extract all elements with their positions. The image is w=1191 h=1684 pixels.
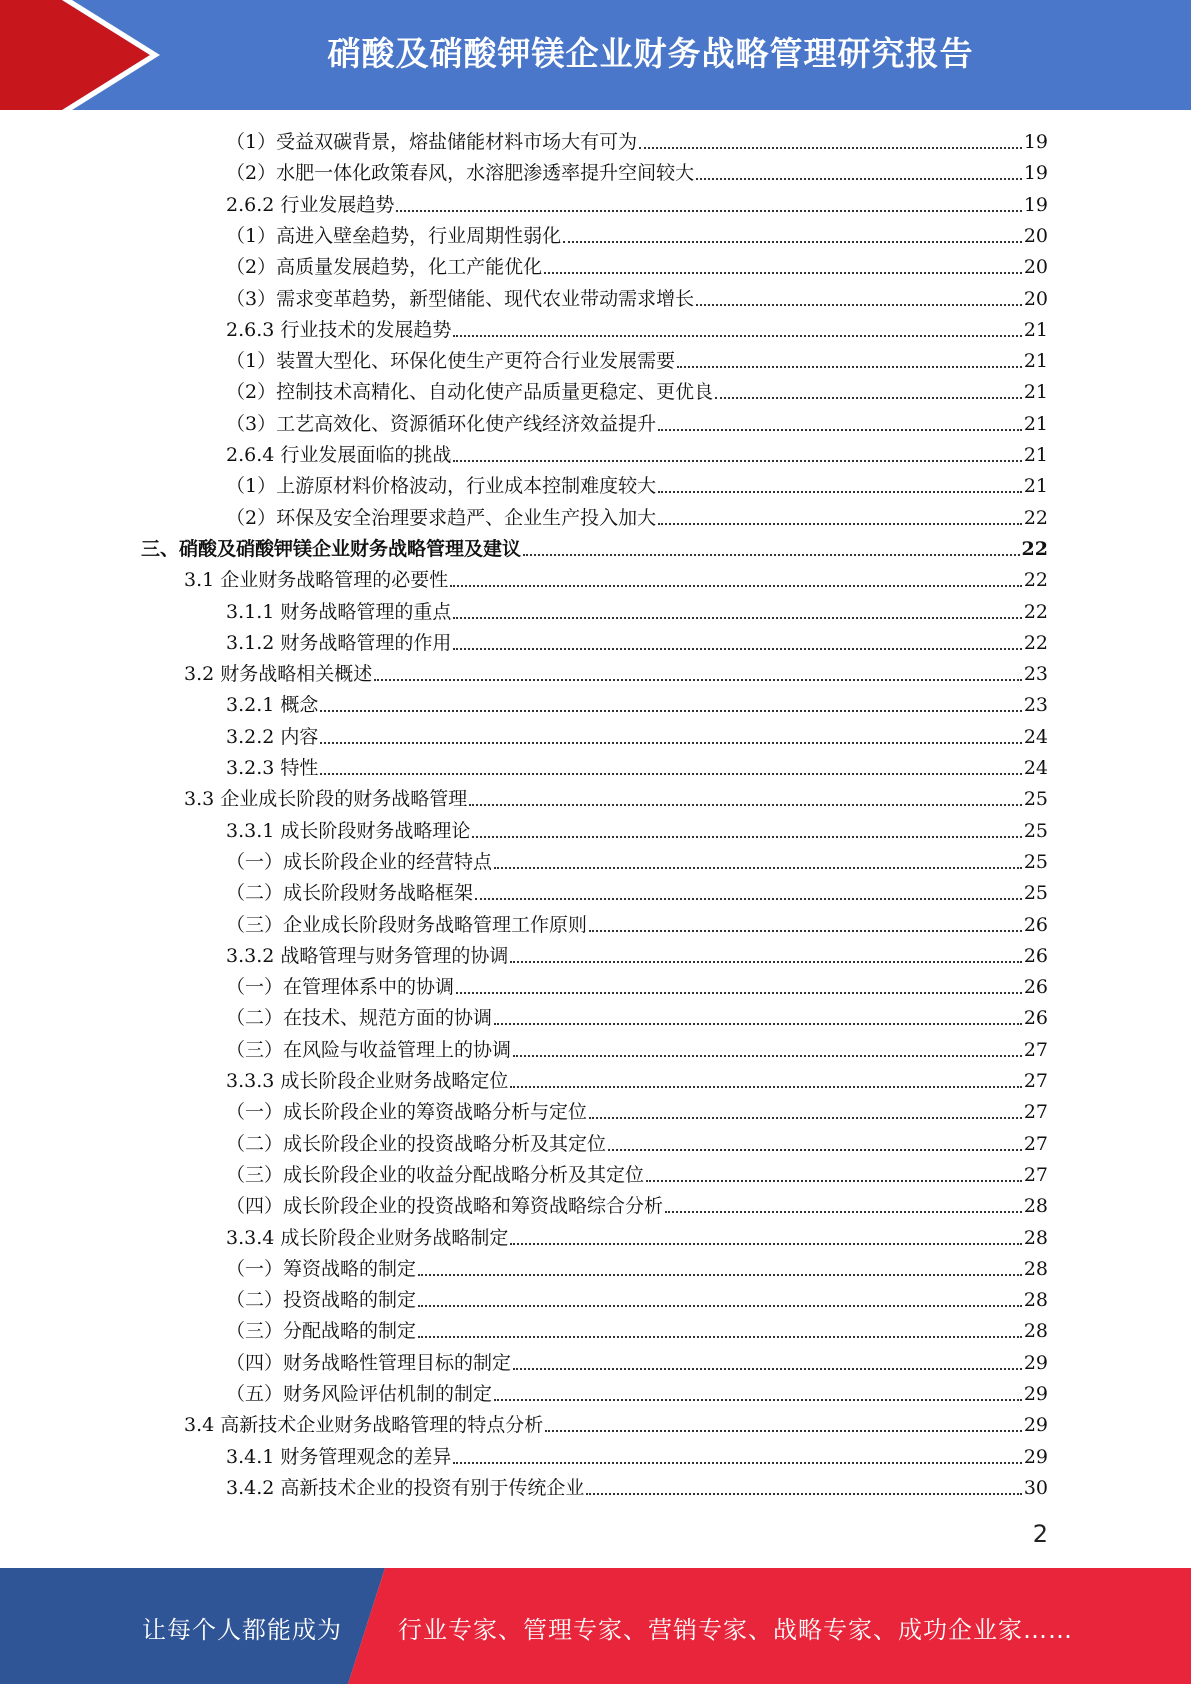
toc-dot-leader <box>510 960 1021 963</box>
toc-entry-title: 3.3.1 成长阶段财务战略理论 <box>226 819 471 842</box>
toc-entry-title: （四）财务战略性管理目标的制定 <box>226 1351 512 1374</box>
toc-dot-leader <box>475 897 1022 900</box>
toc-dot-leader <box>513 1367 1022 1370</box>
toc-entry-title: （2）控制技术高精化、自动化使产品质量更稳定、更优良 <box>226 381 714 404</box>
toc-entry-page: 21 <box>1023 318 1048 341</box>
toc-entry[interactable] <box>226 190 1048 221</box>
toc-dot-leader <box>677 365 1022 368</box>
toc-entry[interactable] <box>226 1066 1048 1097</box>
toc-entry[interactable] <box>226 377 1048 408</box>
toc-dot-leader <box>453 1461 1021 1464</box>
toc-entry-title: 3.4.2 高新技术企业的投资有别于传统企业 <box>226 1476 585 1499</box>
toc-entry-title: 2.6.4 行业发展面临的挑战 <box>226 444 452 466</box>
page-number: 2 <box>1032 1520 1048 1548</box>
toc-dot-leader <box>586 1492 1021 1495</box>
toc-entry-page: 27 <box>1023 1038 1048 1061</box>
toc-dot-leader <box>456 991 1022 994</box>
toc-entry-page: 21 <box>1023 350 1048 373</box>
toc-entry-page: 22 <box>1023 506 1048 529</box>
toc-entry-title: 3.3.2 战略管理与财务管理的协调 <box>226 944 509 967</box>
toc-entry[interactable] <box>226 1254 1048 1285</box>
toc-entry-title: 3.1.1 财务战略管理的重点 <box>226 600 452 623</box>
footer-band <box>0 1568 1191 1684</box>
footer-slogan-left: 让每个人都能成为 <box>142 1616 342 1644</box>
toc-dot-leader <box>589 1116 1022 1119</box>
toc-dot-leader <box>453 459 1021 462</box>
toc-entry-page: 19 <box>1023 162 1048 185</box>
toc-dot-leader <box>494 1398 1022 1401</box>
toc-dot-leader <box>418 1335 1022 1338</box>
toc-entry-page: 22 <box>1023 569 1048 592</box>
toc-entry[interactable] <box>226 597 1048 628</box>
toc-entry-page: 19 <box>1023 131 1048 153</box>
toc-entry-title: （1）高进入壁垒趋势，行业周期性弱化 <box>226 224 562 247</box>
toc-entry-title: 3.2 财务战略相关概述 <box>184 663 373 686</box>
toc-dot-leader <box>374 678 1022 681</box>
toc-entry-page: 28 <box>1023 1289 1048 1312</box>
toc-entry-page: 24 <box>1023 725 1048 748</box>
toc-entry[interactable] <box>226 221 1048 252</box>
toc-dot-leader <box>589 929 1022 932</box>
toc-entry[interactable] <box>184 1410 1048 1441</box>
toc-entry-title: （一）在管理体系中的协调 <box>226 976 455 999</box>
toc-entry-page: 27 <box>1023 1163 1048 1186</box>
toc-entry[interactable] <box>141 534 1048 565</box>
toc-entry[interactable] <box>226 753 1048 784</box>
toc-entry-title: 3.2.3 特性 <box>226 757 319 779</box>
toc-entry-title: 3.4.1 财务管理观念的差异 <box>226 1445 452 1468</box>
toc-entry-page: 26 <box>1023 944 1048 967</box>
toc-dot-leader <box>523 553 1020 556</box>
toc-entry[interactable] <box>226 1285 1048 1316</box>
toc-dot-leader <box>715 396 1022 399</box>
toc-dot-leader <box>510 1242 1021 1245</box>
toc-entry-title: 2.6.3 行业技术的发展趋势 <box>226 318 452 341</box>
toc-entry[interactable] <box>226 816 1048 847</box>
toc-dot-leader <box>658 428 1022 431</box>
toc-entry[interactable] <box>226 1379 1048 1410</box>
toc-entry-title: 3.2.2 内容 <box>226 725 319 748</box>
toc-entry[interactable] <box>226 910 1048 941</box>
toc-entry-title: （1）装置大型化、环保化使生产更符合行业发展需要 <box>226 350 676 373</box>
toc-entry[interactable] <box>226 1097 1048 1128</box>
toc-entry-title: （四）成长阶段企业的投资战略和筹资战略综合分析 <box>226 1195 664 1218</box>
toc-entry-page: 25 <box>1023 788 1048 811</box>
toc-dot-leader <box>696 303 1022 306</box>
toc-entry[interactable] <box>226 471 1048 502</box>
toc-dot-leader <box>450 584 1022 587</box>
toc-entry[interactable] <box>184 659 1048 690</box>
toc-entry-title: （2）高质量发展趋势，化工产能优化 <box>226 256 543 279</box>
toc-dot-leader <box>639 146 1022 149</box>
toc-entry-title: （二）成长阶段财务战略框架 <box>226 882 474 905</box>
toc-entry[interactable] <box>184 784 1048 815</box>
toc-entry[interactable] <box>226 1160 1048 1191</box>
toc-entry-page: 20 <box>1023 256 1048 279</box>
toc-entry-page: 28 <box>1023 1257 1048 1280</box>
toc-entry[interactable] <box>226 1129 1048 1160</box>
toc-dot-leader <box>696 177 1022 180</box>
toc-entry[interactable] <box>226 972 1048 1003</box>
toc-entry-title: （三）企业成长阶段财务战略管理工作原则 <box>226 913 588 936</box>
toc-entry-title: （二）成长阶段企业的投资战略分析及其定位 <box>226 1132 607 1155</box>
toc-entry-page: 20 <box>1023 287 1048 310</box>
toc-entry-title: 3.3.4 成长阶段企业财务战略制定 <box>226 1226 509 1249</box>
toc-dot-leader <box>658 522 1022 525</box>
toc-entry-title: （2）环保及安全治理要求趋严、企业生产投入加大 <box>226 506 657 529</box>
toc-entry-page: 28 <box>1023 1226 1048 1249</box>
toc-entry-page: 26 <box>1023 913 1048 936</box>
toc-dot-leader <box>453 616 1021 619</box>
toc-entry[interactable] <box>226 690 1048 721</box>
toc-dot-leader <box>320 709 1021 712</box>
toc-entry[interactable] <box>226 284 1048 315</box>
toc-dot-leader <box>396 209 1021 212</box>
toc-entry-title: （一）筹资战略的制定 <box>226 1257 417 1280</box>
toc-dot-leader <box>545 1429 1022 1432</box>
toc-entry[interactable] <box>226 158 1048 189</box>
toc-entry[interactable] <box>226 722 1048 753</box>
toc-dot-leader <box>513 1054 1022 1057</box>
toc-entry-title: （3）工艺高效化、资源循环化使产线经济效益提升 <box>226 412 657 435</box>
header-chevron-icon <box>0 0 160 110</box>
document-title: 硝酸及硝酸钾镁企业财务战略管理研究报告 <box>327 34 974 73</box>
toc-dot-leader <box>418 1304 1022 1307</box>
toc-entry-page: 22 <box>1023 631 1048 654</box>
toc-entry-title: 3.2.1 概念 <box>226 694 319 717</box>
toc-entry-page: 30 <box>1023 1476 1048 1499</box>
toc-entry[interactable] <box>184 565 1048 596</box>
toc-entry-page: 19 <box>1023 193 1048 216</box>
toc-entry-page: 24 <box>1023 757 1048 779</box>
toc-entry[interactable] <box>226 127 1048 158</box>
toc-entry-title: 3.4 高新技术企业财务战略管理的特点分析 <box>184 1414 544 1437</box>
toc-entry-title: 2.6.2 行业发展趋势 <box>226 193 395 216</box>
toc-entry-title: （五）财务风险评估机制的制定 <box>226 1383 493 1405</box>
toc-dot-leader <box>472 835 1021 838</box>
toc-entry-page: 28 <box>1023 1195 1048 1218</box>
toc-entry-title: （二）在技术、规范方面的协调 <box>226 1007 493 1030</box>
toc-entry-page: 21 <box>1023 412 1048 435</box>
toc-entry-title: （1）上游原材料价格波动，行业成本控制难度较大 <box>226 475 657 498</box>
toc-dot-leader <box>453 334 1021 337</box>
toc-dot-leader <box>469 803 1022 806</box>
toc-entry-title: （一）成长阶段企业的经营特点 <box>226 850 493 873</box>
toc-dot-leader <box>494 1022 1022 1025</box>
toc-entry[interactable] <box>226 1003 1048 1034</box>
toc-dot-leader <box>646 1179 1022 1182</box>
toc-entry-page: 29 <box>1023 1383 1048 1405</box>
toc-entry-title: 3.3 企业成长阶段的财务战略管理 <box>184 788 468 811</box>
toc-entry-title: （三）成长阶段企业的收益分配战略分析及其定位 <box>226 1163 645 1186</box>
toc-dot-leader <box>544 271 1022 274</box>
toc-entry-title: （一）成长阶段企业的筹资战略分析与定位 <box>226 1101 588 1124</box>
toc-entry[interactable] <box>226 1191 1048 1222</box>
toc-dot-leader <box>665 1210 1022 1213</box>
toc-entry[interactable] <box>226 1442 1048 1473</box>
toc-dot-leader <box>494 866 1022 869</box>
header-band <box>0 0 1191 110</box>
toc-dot-leader <box>563 240 1022 243</box>
toc-entry[interactable] <box>226 440 1048 471</box>
toc-entry-page: 27 <box>1023 1132 1048 1155</box>
toc-entry-page: 25 <box>1023 882 1048 905</box>
toc-entry[interactable] <box>226 252 1048 283</box>
toc-entry[interactable] <box>226 503 1048 534</box>
toc-entry-page: 26 <box>1023 976 1048 999</box>
toc-entry[interactable] <box>226 1473 1048 1504</box>
toc-dot-leader <box>510 1085 1021 1088</box>
footer-slogan-right: 行业专家、管理专家、营销专家、战略专家、成功企业家…… <box>398 1616 1073 1644</box>
toc-entry[interactable] <box>226 1223 1048 1254</box>
toc-entry[interactable] <box>226 628 1048 659</box>
toc-entry-title: 3.1 企业财务战略管理的必要性 <box>184 569 449 592</box>
toc-entry[interactable] <box>226 878 1048 909</box>
toc-entry-page: 21 <box>1023 444 1048 466</box>
toc-entry-page: 29 <box>1023 1445 1048 1468</box>
toc-dot-leader <box>320 741 1021 744</box>
toc-entry-page: 23 <box>1023 663 1048 686</box>
toc-entry[interactable] <box>226 941 1048 972</box>
toc-entry[interactable] <box>226 1348 1048 1379</box>
toc-entry-page: 22 <box>1021 537 1048 560</box>
toc-entry-page: 21 <box>1023 475 1048 498</box>
toc-dot-leader <box>418 1273 1022 1276</box>
toc-entry-page: 26 <box>1023 1007 1048 1030</box>
toc-dot-leader <box>320 772 1021 775</box>
toc-entry-page: 29 <box>1023 1351 1048 1374</box>
toc-entry-title: （3）需求变革趋势，新型储能、现代农业带动需求增长 <box>226 287 695 310</box>
toc-entry-page: 21 <box>1023 381 1048 404</box>
toc-dot-leader <box>608 1148 1022 1151</box>
toc-entry-title: （1）受益双碳背景，熔盐储能材料市场大有可为 <box>226 131 638 153</box>
toc-entry-page: 22 <box>1023 600 1048 623</box>
toc-entry-title: （三）分配战略的制定 <box>226 1320 417 1343</box>
toc-entry-title: 三、硝酸及硝酸钾镁企业财务战略管理及建议 <box>141 537 522 560</box>
toc-entry-title: （二）投资战略的制定 <box>226 1289 417 1312</box>
toc-entry[interactable] <box>226 409 1048 440</box>
toc-entry-page: 28 <box>1023 1320 1048 1343</box>
toc-entry-title: （2）水肥一体化政策春风，水溶肥渗透率提升空间较大 <box>226 162 695 185</box>
toc-entry[interactable] <box>226 1035 1048 1066</box>
toc-entry[interactable] <box>226 346 1048 377</box>
toc-entry-title: 3.1.2 财务战略管理的作用 <box>226 631 452 654</box>
toc-entry-page: 27 <box>1023 1070 1048 1092</box>
toc-dot-leader <box>658 490 1022 493</box>
toc-entry-page: 25 <box>1023 819 1048 842</box>
toc-entry-page: 29 <box>1023 1414 1048 1437</box>
toc-entry-page: 25 <box>1023 850 1048 873</box>
toc-entry-page: 23 <box>1023 694 1048 717</box>
toc-entry-page: 27 <box>1023 1101 1048 1124</box>
toc-entry-page: 20 <box>1023 224 1048 247</box>
toc-entry[interactable] <box>226 315 1048 346</box>
toc-entry[interactable] <box>226 847 1048 878</box>
toc-entry-title: （三）在风险与收益管理上的协调 <box>226 1038 512 1061</box>
toc-dot-leader <box>453 647 1021 650</box>
toc-entry-title: 3.3.3 成长阶段企业财务战略定位 <box>226 1070 509 1092</box>
toc-entry[interactable] <box>226 1316 1048 1347</box>
